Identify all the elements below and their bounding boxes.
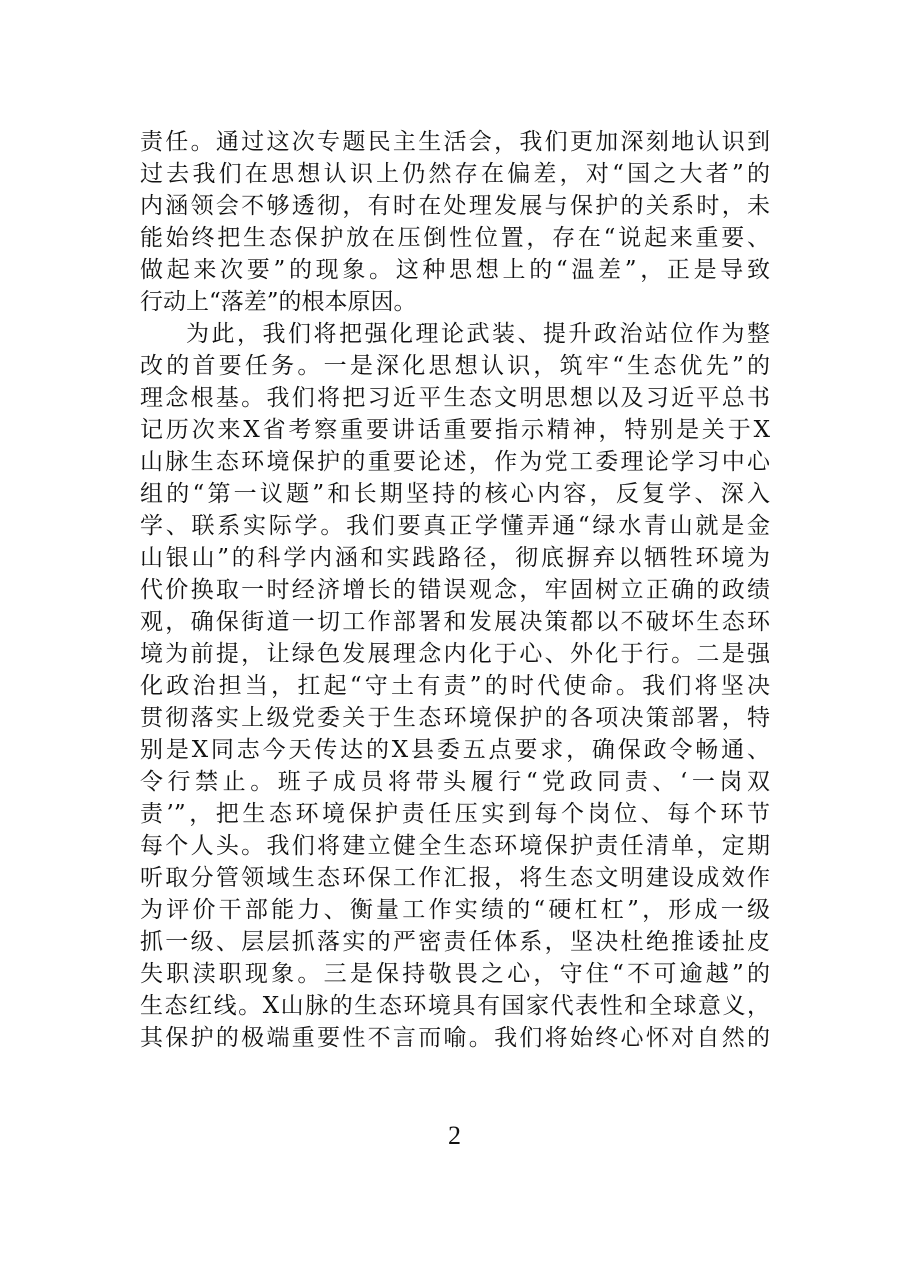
text-line: 代价换取一时经济增长的错误观念，牢固树立正确的政绩: [140, 577, 770, 603]
text-line: 记历次来X省考察重要讲话重要指示精神，特别是关于X: [140, 417, 770, 443]
text-line: 责任。通过这次专题民主生活会，我们更加深刻地认识到: [140, 129, 770, 155]
text-line: 为此，我们将把强化理论武装、提升政治站位作为整: [186, 321, 770, 347]
text-line: 贯彻落实上级党委关于生态环境保护的各项决策部署，特: [140, 705, 770, 731]
text-line: 能始终把生态保护放在压倒性位置，存在“说起来重要、: [140, 225, 770, 251]
text-line: 山脉生态环境保护的重要论述，作为党工委理论学习中心: [140, 449, 770, 475]
text-line: 组的“第一议题”和长期坚持的核心内容，反复学、深入: [140, 481, 770, 507]
text-line: 内涵领会不够透彻，有时在处理发展与保护的关系时，未: [140, 193, 770, 219]
text-line: 生态红线。X山脉的生态环境具有国家代表性和全球意义，: [140, 993, 770, 1019]
text-line: 观，确保街道一切工作部署和发展决策都以不破坏生态环: [140, 609, 770, 635]
text-line: 改的首要任务。一是深化思想认识，筑牢“生态优先”的: [140, 353, 770, 379]
text-line: 每个人头。我们将建立健全生态环境保护责任清单，定期: [140, 833, 770, 859]
text-line: 其保护的极端重要性不言而喻。我们将始终心怀对自然的: [140, 1025, 770, 1051]
text-line: 做起来次要”的现象。这种思想上的“温差”，正是导致: [140, 257, 770, 283]
text-line: 境为前提，让绿色发展理念内化于心、外化于行。二是强: [140, 641, 770, 667]
text-line: 抓一级、层层抓落实的严密责任体系，坚决杜绝推诿扯皮: [140, 929, 770, 955]
text-line: 化政治担当，扛起“守土有责”的时代使命。我们将坚决: [140, 673, 770, 699]
page-number: 2: [448, 1121, 461, 1150]
text-line: 令行禁止。班子成员将带头履行“党政同责、‘一岗双: [140, 769, 770, 795]
text-line: 理念根基。我们将把习近平生态文明思想以及习近平总书: [140, 385, 770, 411]
document-body: [140, 126, 770, 1054]
text-line: 为评价干部能力、衡量工作实绩的“硬杠杠”，形成一级: [140, 897, 770, 923]
text-line: 行动上“落差”的根本原因。: [140, 289, 417, 315]
text-line: 责’”，把生态环境保护责任压实到每个岗位、每个环节: [140, 801, 770, 827]
text-line: 山银山”的科学内涵和实践路径，彻底摒弃以牺牲环境为: [140, 545, 770, 571]
text-line: 听取分管领域生态环保工作汇报，将生态文明建设成效作: [140, 865, 770, 891]
text-line: 别是X同志今天传达的X县委五点要求，确保政令畅通、: [140, 737, 770, 763]
text-line: 失职渎职现象。三是保持敬畏之心，守住“不可逾越”的: [140, 961, 770, 987]
text-line: 学、联系实际学。我们要真正学懂弄通“绿水青山就是金: [140, 513, 770, 539]
text-line: 过去我们在思想认识上仍然存在偏差，对“国之大者”的: [140, 161, 770, 187]
